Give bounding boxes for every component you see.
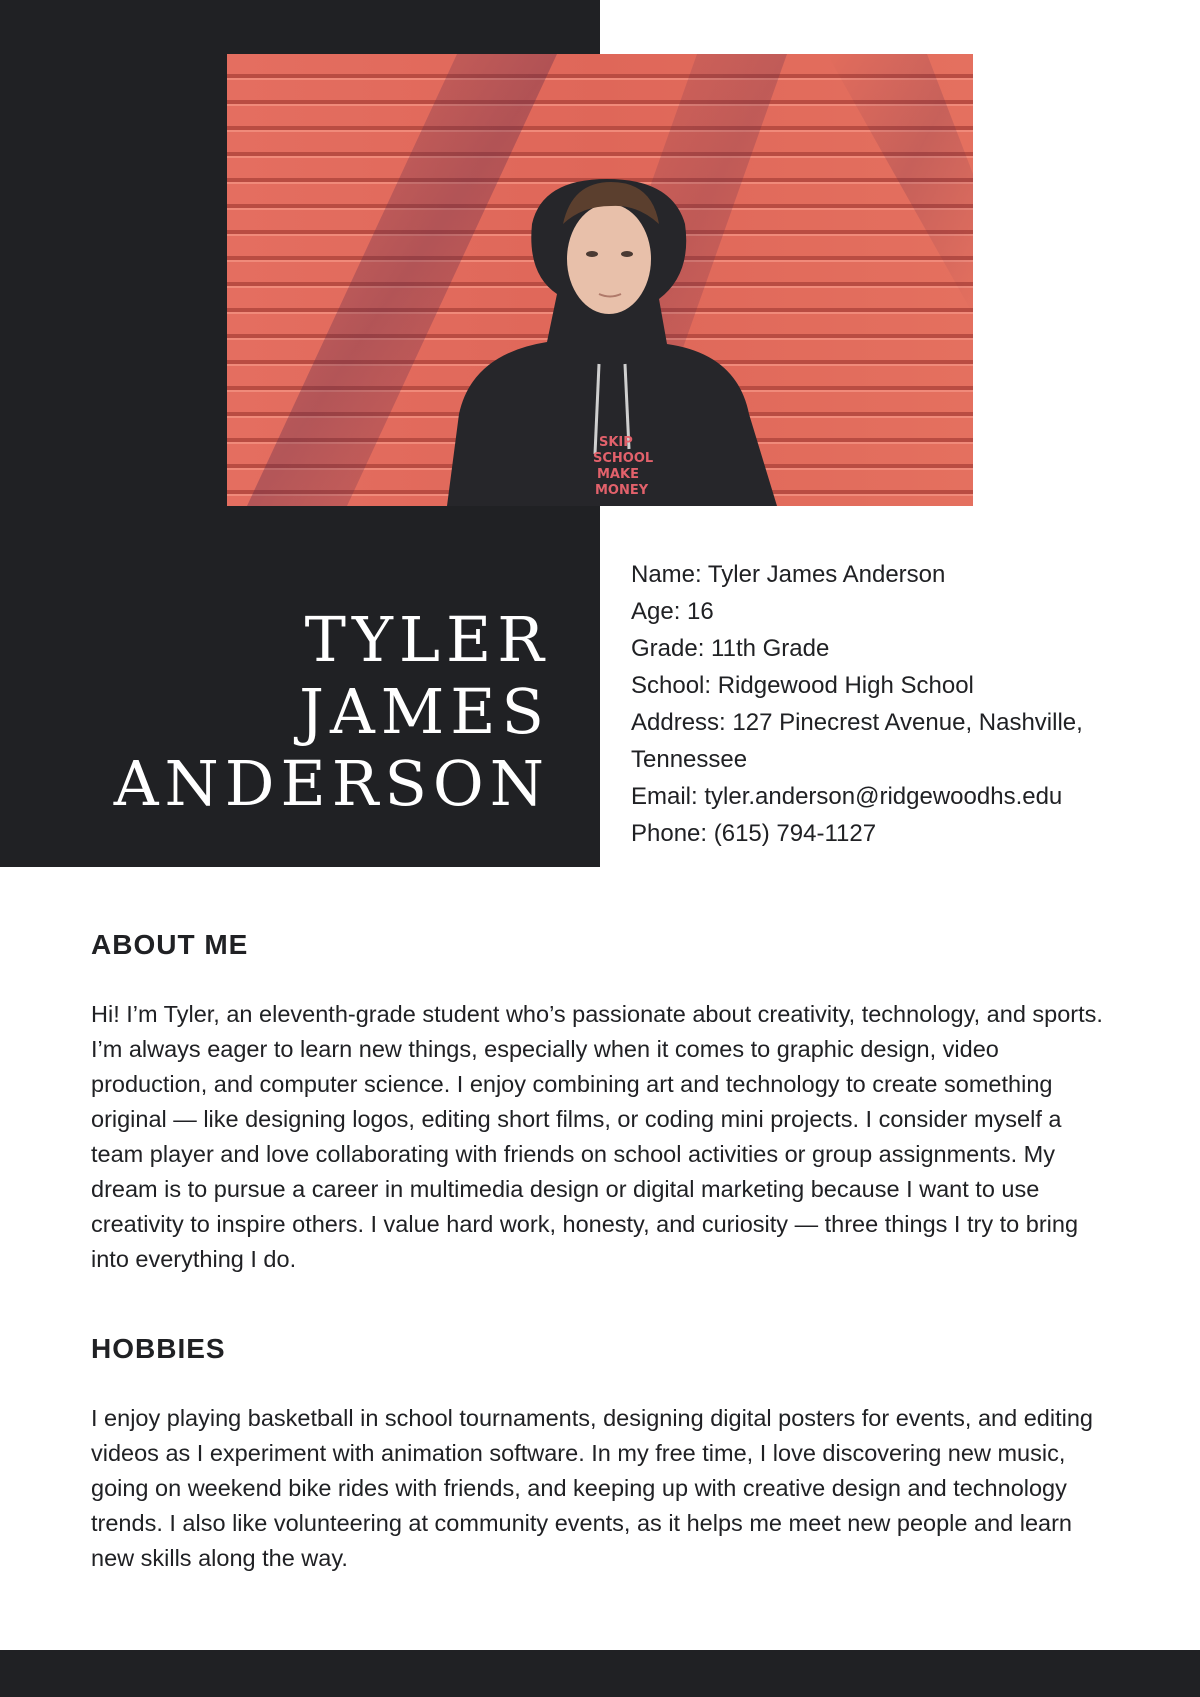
name-title [30,604,550,820]
svg-text:MONEY: MONEY [595,483,649,498]
profile-photo [227,54,973,506]
name-line-last: ANDERSON [113,746,550,820]
about-heading: ABOUT ME [91,929,249,960]
svg-text:MAKE: MAKE [597,467,639,482]
name-line-first: TYLER [304,602,550,676]
svg-text:SCHOOL: SCHOOL [593,451,654,466]
detail-school: School: Ridgewood High School [631,672,974,699]
personal-details [631,556,1131,852]
hobbies-heading: HOBBIES [91,1333,226,1364]
detail-name: Name: Tyler James Anderson [631,561,946,588]
name-line-middle: JAMES [299,674,550,748]
svg-text:SKIP: SKIP [599,435,633,450]
hobbies-body: I enjoy playing basketball in school tournaments, designing digital posters for events, and editing videos as I experiment with animation software. In my free time, I love discovering new music, going on weekend bike rides with friends, and keeping up with creative design and technology trends. I also like volunteering at community events, as it helps me meet new people and learn new skills along the way. [91,1405,1093,1571]
detail-address: Address: 127 Pinecrest Avenue, Nashville, Tennessee [631,709,1083,773]
footer-bar [0,1650,1200,1697]
detail-grade: Grade: 11th Grade [631,635,830,662]
detail-age: Age: 16 [631,598,714,625]
detail-email: Email: tyler.anderson@ridgewoodhs.edu [631,783,1063,810]
about-body: Hi! I’m Tyler, an eleventh-grade student who’s passionate about creativity, technology, and sports. I’m always eager to learn new things, especially when it comes to graphic design, video production, and computer science. I enjoy combining art and technology to create something original — like designing logos, editing short films, or coding mini projects. I consider myself a team player and love collaborating with friends on school activities or group assignments. My dream is to pursue a career in multimedia design or digital marketing because I want to use creativity to inspire others. I value hard work, honesty, and curiosity — three things I try to bring into everything I do. [91,1001,1103,1272]
detail-phone: Phone: (615) 794-1127 [631,820,877,847]
